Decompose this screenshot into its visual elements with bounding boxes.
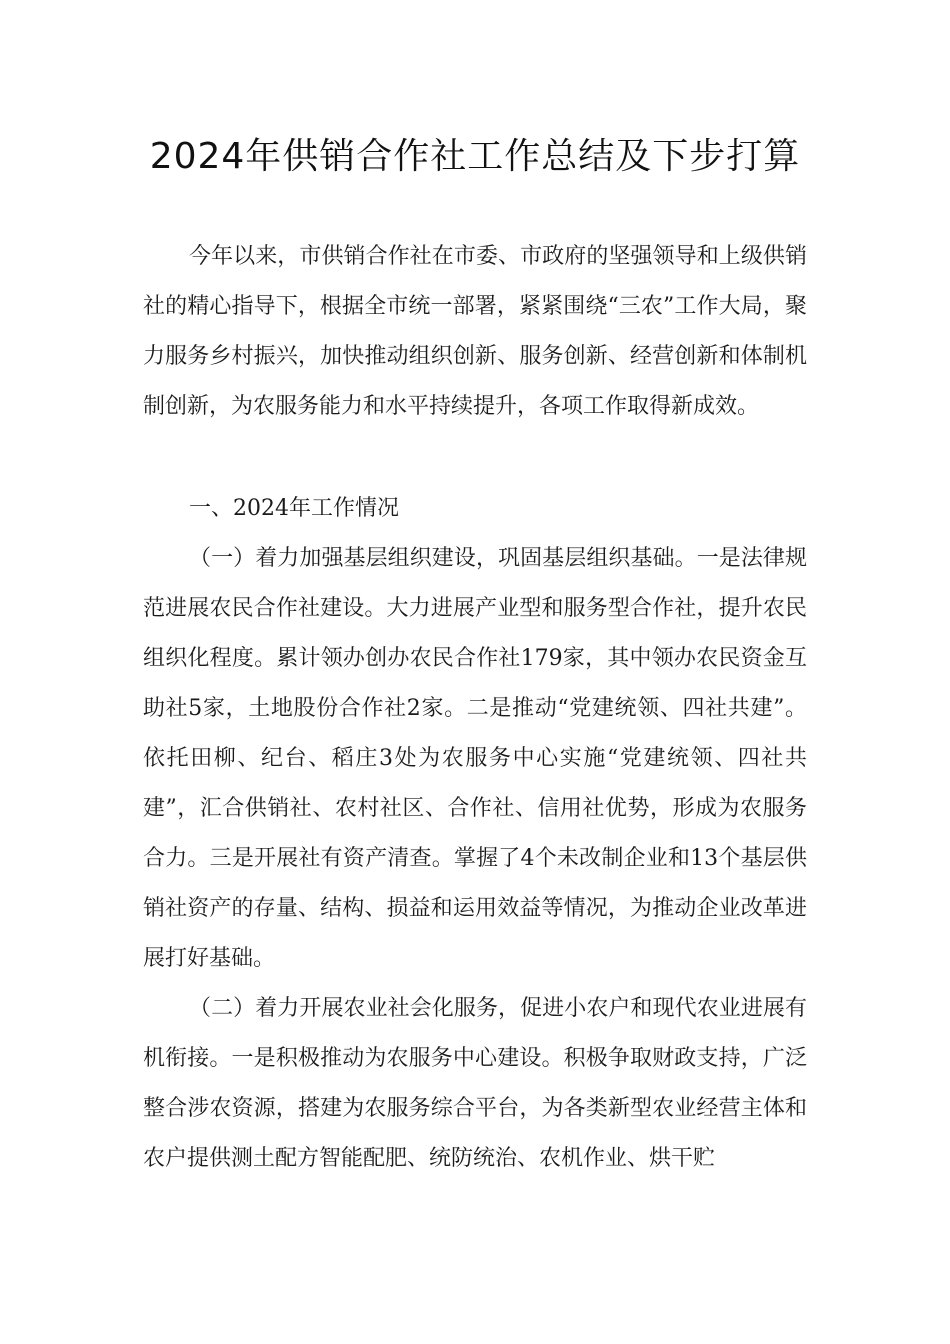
section-item-2: （二）着力开展农业社会化服务，促进小农户和现代农业进展有机衔接。一是积极推动为农服务中心建设。积极争取财政支持，广泛整合涉农资源，搭建为农服务综合平台，为各类新型农业经营主体和农户提供测土配方智能配肥、统防统治、农机作业、烘干贮 <box>143 996 807 1171</box>
section-item-1: （一）着力加强基层组织建设，巩固基层组织基础。一是法律规范进展农民合作社建设。大力进展产业型和服务型合作社，提升农民组织化程度。累计领办创办农民合作社179家，其中领办农民资金互助社5家，土地股份合作社2家。二是推动“党建统领、四社共建”。依托田柳、纪台、稻庄3处为农服务中心实施“党建统领、四社共建”，汇合供销社、农村社区、合作社、信用社优势，形成为农服务合力。三是开展社有资产清查。掌握了4个未改制企业和13个基层供销社资产的存量、结构、损益和运用效益等情况，为推动企业改革进展打好基础。 <box>143 546 807 971</box>
intro-paragraph: 今年以来，市供销合作社在市委、市政府的坚强领导和上级供销社的精心指导下，根据全市统一部署，紧紧围绕“三农”工作大局，聚力服务乡村振兴，加快推动组织创新、服务创新、经营创新和体制机制创新，为农服务能力和水平持续提升，各项工作取得新成效。 <box>143 244 807 419</box>
document-body <box>143 232 807 1184</box>
document-title: 2024年供销合作社工作总结及下步打算 <box>149 136 801 177</box>
section-heading: 一、2024年工作情况 <box>189 496 399 521</box>
section-spacer <box>143 432 807 484</box>
